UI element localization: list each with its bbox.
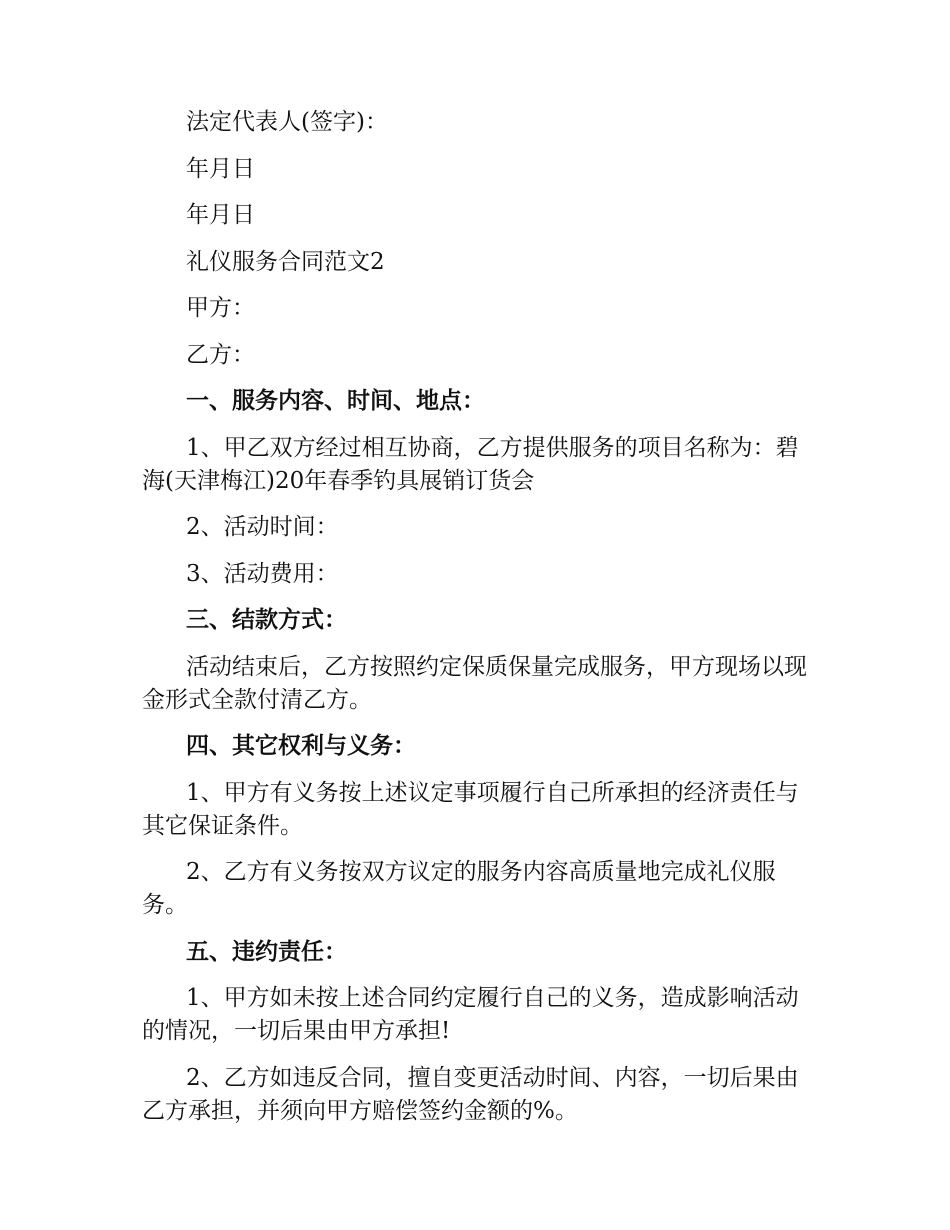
signature-line: 法定代表人(签字)： — [186, 109, 388, 135]
clause-paragraph: 3、活动费用： — [186, 560, 339, 587]
clause-paragraph: 1、甲方如未按上述合同约定履行自己的义务，造成影响活动的情况，一切后果由甲方承担! — [142, 985, 799, 1044]
document-title: 礼仪服务合同范文2 — [186, 248, 385, 275]
section-heading: 三、结款方式： — [186, 607, 347, 633]
clause-paragraph: 1、甲乙双方经过相互协商，乙方提供服务的项目名称为：碧海(天津梅江)20年春季钓具展销订货会 — [142, 434, 799, 494]
date-line: 年月日 — [186, 155, 255, 182]
clause-paragraph: 2、活动时间： — [186, 514, 339, 540]
section-heading: 四、其它权利与义务： — [186, 733, 416, 759]
document-body — [142, 106, 808, 1141]
section-heading: 五、违约责任： — [186, 938, 347, 965]
clause-paragraph: 2、乙方如违反合同，擅自变更活动时间、内容，一切后果由乙方承担，并须向甲方赔偿签约金额的%。 — [142, 1064, 799, 1124]
section-heading: 一、服务内容、时间、地点： — [186, 388, 485, 414]
clause-paragraph: 2、乙方有义务按双方议定的服务内容高质量地完成礼仪服务。 — [142, 859, 776, 918]
date-line: 年月日 — [186, 202, 255, 228]
clause-paragraph: 活动结束后，乙方按照约定保质保量完成服务，甲方现场以现金形式全款付清乙方。 — [142, 653, 807, 713]
party-a-line: 甲方： — [186, 295, 255, 321]
party-b-line: 乙方： — [186, 341, 255, 368]
clause-paragraph: 1、甲方有义务按上述议定事项履行自己所承担的经济责任与其它保证条件。 — [142, 779, 799, 839]
